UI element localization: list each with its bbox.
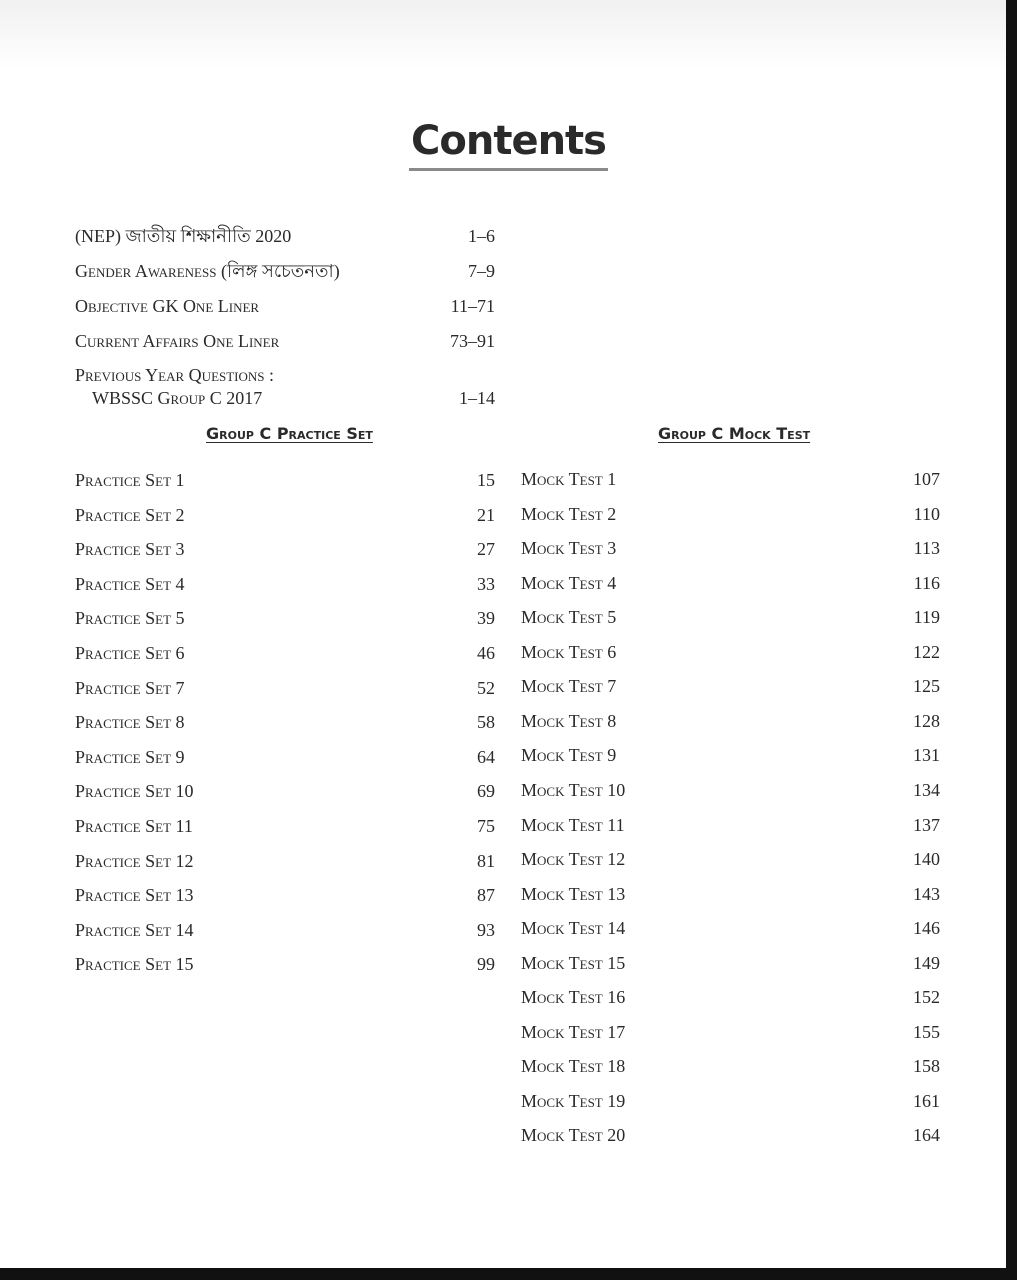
page-title bbox=[0, 118, 1017, 171]
toc-entry-label: Mock Test 11 bbox=[521, 814, 625, 835]
mock-test-row-19[interactable] bbox=[521, 1088, 940, 1114]
toc-entry-label: Mock Test 9 bbox=[521, 745, 617, 766]
practice-set-row-8[interactable] bbox=[75, 709, 495, 735]
toc-entry-page: 155 bbox=[913, 1021, 940, 1042]
toc-entry-label: Mock Test 20 bbox=[521, 1125, 626, 1146]
toc-entry-label: Mock Test 15 bbox=[521, 952, 626, 973]
toc-entry-page: 128 bbox=[913, 710, 940, 731]
toc-entry-page: 46 bbox=[477, 643, 495, 663]
toc-entry-page: 39 bbox=[477, 608, 495, 629]
mock-test-row-3[interactable] bbox=[521, 535, 940, 561]
toc-entry-label: Practice Set 10 bbox=[75, 781, 194, 802]
toc-entry-page: 125 bbox=[913, 676, 940, 697]
mock-test-row-1[interactable] bbox=[521, 466, 940, 492]
toc-entry-page: 122 bbox=[913, 641, 940, 662]
toc-entry-page: 149 bbox=[913, 952, 940, 973]
toc-entry-page: 146 bbox=[913, 918, 940, 939]
toc-entry-label: Mock Test 5 bbox=[521, 607, 617, 628]
toc-entry-label: (NEP) জাতীয় শিক্ষানীতি 2020 bbox=[75, 226, 292, 246]
toc-entry-page: 87 bbox=[477, 885, 495, 906]
toc-entry-label: Practice Set 14 bbox=[75, 919, 194, 940]
mock-test-row-4[interactable] bbox=[521, 570, 940, 596]
mock-section-heading: Group C Mock Test bbox=[658, 424, 811, 443]
previous-year-heading: Previous Year Questions : bbox=[75, 365, 275, 385]
toc-entry-page: 1–14 bbox=[459, 388, 495, 408]
toc-entry-label: Mock Test 6 bbox=[521, 641, 617, 662]
toc-entry-label: Practice Set 13 bbox=[75, 885, 194, 906]
mock-test-row-15[interactable] bbox=[521, 950, 940, 976]
mock-test-row-14[interactable] bbox=[521, 915, 940, 941]
toc-entry-label: Practice Set 15 bbox=[75, 954, 194, 975]
toc-entry-page: 52 bbox=[477, 677, 495, 698]
practice-set-row-15[interactable] bbox=[75, 951, 495, 977]
toc-entry-page: 99 bbox=[477, 954, 495, 975]
toc-entry-label: Mock Test 7 bbox=[521, 676, 617, 697]
mock-test-row-7[interactable] bbox=[521, 673, 940, 699]
toc-entry-page: 161 bbox=[913, 1090, 940, 1111]
practice-set-row-4[interactable] bbox=[75, 571, 495, 597]
toc-entry-objective-gk[interactable] bbox=[75, 293, 495, 319]
toc-entry-label: Practice Set 8 bbox=[75, 712, 185, 733]
mock-test-row-5[interactable] bbox=[521, 604, 940, 630]
toc-entry-page: 107 bbox=[913, 469, 940, 489]
toc-entry-page: 64 bbox=[477, 746, 495, 767]
practice-set-row-14[interactable] bbox=[75, 917, 495, 943]
toc-entry-page: 140 bbox=[913, 849, 940, 870]
mock-test-row-16[interactable] bbox=[521, 984, 940, 1010]
toc-entry-label: Mock Test 3 bbox=[521, 538, 617, 559]
toc-entry-page: 164 bbox=[913, 1125, 940, 1146]
toc-entry-page: 75 bbox=[477, 816, 495, 836]
practice-set-row-11[interactable] bbox=[75, 813, 495, 839]
practice-set-row-12[interactable] bbox=[75, 848, 495, 874]
toc-entry-page: 113 bbox=[913, 538, 940, 559]
toc-entry-label: Practice Set 9 bbox=[75, 746, 185, 767]
toc-entry-page: 93 bbox=[477, 919, 495, 940]
mock-test-row-2[interactable] bbox=[521, 501, 940, 527]
mock-test-row-12[interactable] bbox=[521, 846, 940, 872]
practice-section-heading: Group C Practice Set bbox=[206, 424, 373, 443]
toc-entry-label: Objective GK One Liner bbox=[75, 296, 260, 316]
toc-entry-page: 1–6 bbox=[468, 226, 495, 246]
toc-entry-label: Mock Test 14 bbox=[521, 918, 626, 939]
practice-set-row-6[interactable] bbox=[75, 640, 495, 666]
toc-entry-label: Mock Test 2 bbox=[521, 503, 617, 524]
toc-entry-label: Mock Test 1 bbox=[521, 469, 617, 489]
practice-set-row-1[interactable] bbox=[75, 467, 495, 493]
toc-entry-label: Mock Test 8 bbox=[521, 710, 617, 731]
practice-set-row-9[interactable] bbox=[75, 744, 495, 770]
toc-entry-label: Mock Test 12 bbox=[521, 849, 626, 870]
toc-entry-label: Practice Set 2 bbox=[75, 504, 185, 525]
toc-entry-label: Mock Test 19 bbox=[521, 1090, 626, 1111]
toc-entry-label: Gender Awareness (লিঙ্গ সচেতনতা) bbox=[75, 261, 340, 281]
toc-entry-page: 116 bbox=[913, 572, 940, 593]
toc-entry-previous-year[interactable] bbox=[75, 364, 495, 410]
toc-entry-page: 158 bbox=[913, 1056, 940, 1077]
practice-set-row-3[interactable] bbox=[75, 536, 495, 562]
page-title-text: Contents bbox=[409, 118, 608, 171]
toc-entry-page: 33 bbox=[477, 573, 495, 594]
toc-entry-label: Current Affairs One Liner bbox=[75, 331, 280, 351]
toc-entry-label: Mock Test 18 bbox=[521, 1056, 626, 1077]
toc-entry-page: 137 bbox=[913, 814, 940, 835]
toc-entry-label: Mock Test 13 bbox=[521, 883, 626, 904]
toc-entry-page: 21 bbox=[477, 504, 495, 525]
toc-entry-label: Practice Set 11 bbox=[75, 816, 193, 836]
toc-entry-page: 69 bbox=[477, 781, 495, 802]
mock-test-row-6[interactable] bbox=[521, 639, 940, 665]
toc-entry-page: 7–9 bbox=[468, 261, 495, 281]
practice-set-row-10[interactable] bbox=[75, 778, 495, 804]
toc-entry-label: Practice Set 5 bbox=[75, 608, 185, 629]
toc-entry-page: 27 bbox=[477, 539, 495, 560]
toc-entry-page: 143 bbox=[913, 883, 940, 904]
toc-entry-label: Practice Set 12 bbox=[75, 850, 194, 871]
toc-entry-page: 81 bbox=[477, 850, 495, 871]
toc-entry-label: Practice Set 7 bbox=[75, 677, 185, 698]
previous-year-subtitle: WBSSC Group C 2017 bbox=[92, 388, 263, 408]
toc-entry-page: 131 bbox=[913, 745, 940, 766]
toc-entry-label: Mock Test 17 bbox=[521, 1021, 626, 1042]
toc-entry-label: Practice Set 1 bbox=[75, 470, 185, 490]
toc-entry-page: 73–91 bbox=[450, 331, 495, 351]
toc-entry-label: Mock Test 16 bbox=[521, 987, 626, 1008]
toc-entry-label: Mock Test 10 bbox=[521, 779, 626, 800]
toc-entry-label: Practice Set 6 bbox=[75, 643, 185, 663]
mock-test-row-20[interactable] bbox=[521, 1122, 940, 1148]
toc-entry-nep[interactable] bbox=[75, 223, 495, 249]
toc-entry-page: 58 bbox=[477, 712, 495, 733]
mock-test-row-17[interactable] bbox=[521, 1019, 940, 1045]
practice-set-row-13[interactable] bbox=[75, 882, 495, 908]
toc-entry-page: 134 bbox=[913, 779, 940, 800]
mock-test-row-10[interactable] bbox=[521, 777, 940, 803]
practice-set-row-2[interactable] bbox=[75, 502, 495, 528]
toc-entry-gender-awareness[interactable] bbox=[75, 258, 495, 284]
practice-set-row-7[interactable] bbox=[75, 675, 495, 701]
toc-entry-page: 119 bbox=[913, 607, 940, 628]
mock-test-row-9[interactable] bbox=[521, 742, 940, 768]
toc-entry-label: Practice Set 4 bbox=[75, 573, 185, 594]
practice-set-row-5[interactable] bbox=[75, 605, 495, 631]
mock-test-row-8[interactable] bbox=[521, 708, 940, 734]
mock-test-row-11[interactable] bbox=[521, 812, 940, 838]
toc-entry-label: Practice Set 3 bbox=[75, 539, 185, 560]
toc-entry-page: 15 bbox=[477, 470, 495, 490]
mock-test-row-18[interactable] bbox=[521, 1053, 940, 1079]
toc-entry-page: 110 bbox=[913, 503, 940, 524]
toc-entry-label: Mock Test 4 bbox=[521, 572, 617, 593]
toc-entry-page: 11–71 bbox=[450, 296, 495, 316]
toc-entry-page: 152 bbox=[913, 987, 940, 1008]
toc-entry-current-affairs[interactable] bbox=[75, 328, 495, 354]
mock-test-row-13[interactable] bbox=[521, 881, 940, 907]
